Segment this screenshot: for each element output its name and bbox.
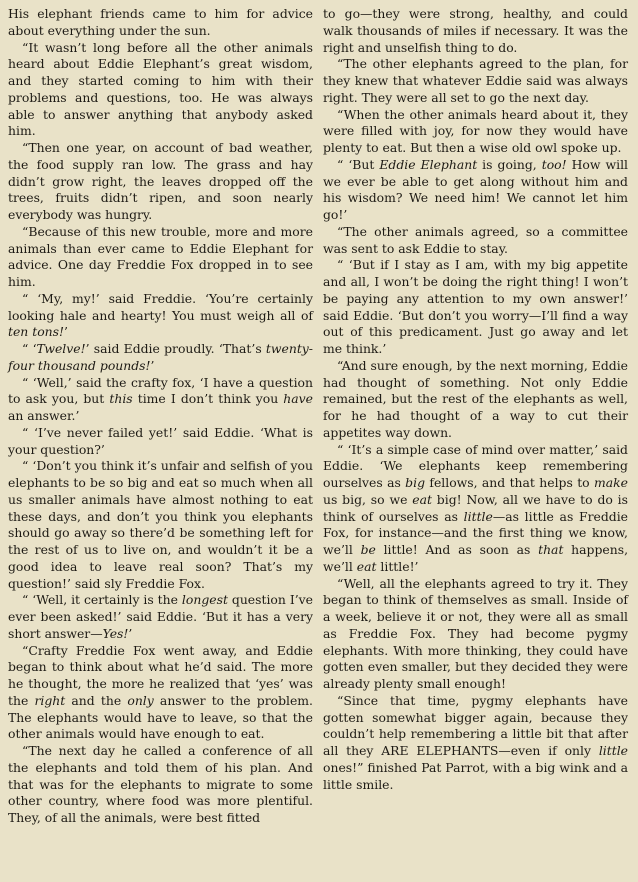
paragraph-text: time I don’t think you [132,391,284,407]
paragraph-text: “Crafty Freddie Fox went away, and Eddie began to think about what he’d said. The more he thought, the more he realized that ‘yes’ was the [8,642,313,708]
story-paragraph [8,291,313,341]
paragraph-text: big! Now, all we have to do is think of ourselves as [323,491,628,524]
paragraph-text: ’ [150,357,155,373]
paragraph-text: “ ‘I’ve never failed yet!’ said Eddie. ‘What is your question?’ [8,424,313,457]
story-paragraph [8,458,313,592]
italic-emphasis: eat [412,491,432,507]
italic-emphasis: be [360,542,376,557]
story-paragraph [8,140,313,224]
paragraph-text: —as little as Freddie Fox, for instance—and the first thing we know, we’ll [323,508,628,557]
story-paragraph [323,257,628,358]
paragraph-text: “ ‘ [22,341,37,356]
paragraph-text: “ ‘My, my!’ said Freddie. ‘You’re certainly looking hale and hearty! You must weigh all of [8,290,313,323]
paragraph-text: “When the other animals heard about it, they were filled with joy, for now they would have plenty to eat. But then a wise old owl spoke up. [323,106,628,155]
paragraph-text: is going, [477,156,542,172]
paragraph-text: happens, we’ll [323,542,629,574]
paragraph-text: answer to the problem. The elephants would have to leave, so that the other animals would have enough to eat. [8,692,313,742]
story-paragraph [323,442,628,576]
italic-emphasis: make [594,475,628,490]
paragraph-text: “Well, all the elephants agreed to try it. They began to think of themselves as small. Inside of a week, believe it or not, they were all as small as Freddie Fox. They had become pygmy elephants. With more thinking, they could have gotten even smaller, but they decided they were already plenty small enough! [323,575,628,691]
paragraph-text: “ ‘But [337,156,380,172]
story-paragraph [323,693,628,794]
story-paragraph [8,592,313,642]
italic-emphasis: little [463,508,493,524]
italic-emphasis: Twelve! [36,341,86,356]
italic-emphasis: Eddie Elephant [379,156,478,172]
paragraph-text: ’ [64,324,68,340]
story-paragraph [323,107,628,157]
story-paragraph [323,56,628,106]
story-paragraph [8,425,313,459]
paragraph-text: “ ‘Well,’ said the crafty fox, ‘I have a question to ask you, but [8,374,313,407]
italic-emphasis: only [127,692,154,708]
story-paragraph [8,341,313,375]
italic-emphasis: that [538,542,564,557]
paragraph-text: little! And as soon as [375,542,539,557]
left-column [8,6,313,882]
paragraph-text: “Since that time, pygmy elephants have gotten somewhat bigger again, because they couldn’t help remembering a little bit that after all they ARE ELEPHANTS—even if only [323,692,628,758]
story-paragraph [323,224,628,258]
paragraph-text: little!’ [376,558,419,574]
paragraph-text: “ ‘Don’t you think it’s unfair and selfish of you elephants to be so big and eat so much when all us smaller animals have almost nothing to eat these days, and don’t you think you elephants should go away so there’d be something left for the rest of us to live on, and wouldn’t it be a good idea to leave real soon? That’s my question!’ said sly Freddie Fox. [8,458,313,591]
story-paragraph [323,6,628,56]
paragraph-text: “ ‘It’s a simple case of mind over matter,’ said Eddie. ‘We elephants keep remembering ourselves as [323,441,628,490]
paragraph-text: “The other animals agreed, so a committee was sent to ask Eddie to stay. [323,223,628,256]
paragraph-text: to go—they were strong, healthy, and could walk thousands of miles if necessary. It was the right and unselfish thing to do. [323,6,628,55]
paragraph-text: “The next day he called a conference of all the elephants and told them of his plan. And that was for the elephants to migrate to some other country, where food was more plentiful. They, of all the animals, were best fitted [8,743,313,825]
italic-emphasis: longest [181,592,228,608]
italic-emphasis: Yes! [102,625,129,641]
italic-emphasis: little [598,743,628,758]
italic-emphasis: too! [541,156,567,172]
story-paragraph [8,643,313,744]
paragraph-text: “Then one year, on account of bad weather, the food supply ran low. The grass and hay didn’t grow right, the leaves dropped off the trees, fruits didn’t ripen, and soon nearly everybody was hungry. [8,140,313,222]
paragraph-text: “The other elephants agreed to the plan, for they knew that whatever Eddie said was always right. They were all set to go the next day. [323,56,628,105]
italic-emphasis: right [34,692,66,708]
italic-emphasis: big [405,475,425,490]
paragraph-text: question I’ve ever been asked!’ said Eddie. ‘But it has a very short answer— [8,592,313,641]
story-paragraph [8,375,313,425]
paragraph-text: ’ [128,625,133,641]
paragraph-text: How will we ever be able to get along without him and his wisdom? We need him! We cannot let him go!’ [323,156,629,222]
story-paragraph [323,358,628,442]
paragraph-text: “It wasn’t long before all the other animals heard about Eddie Elephant’s great wisdom, and they started coming to him with their problems and questions, too. He was always able to answer anything that anybody asked him. [8,39,313,139]
italic-emphasis: twenty-four thousand pounds! [8,341,313,373]
italic-emphasis: eat [356,558,377,574]
paragraph-text: ones!” finished Pat Parrot, with a big wink and a little smile. [323,759,628,792]
italic-emphasis: this [109,391,133,407]
paragraph-text: “ ‘Well, it certainly is the [22,592,182,608]
story-paragraph [323,157,628,224]
paragraph-text: and the [65,692,128,708]
paragraph-text: an answer.’ [8,408,80,423]
story-paragraph [8,224,313,291]
paragraph-text: “ ‘But if I stay as I am, with my big appetite and all, I won’t be doing the right thing! I won’t be paying any attention to my own answer!’ said Eddie. ‘But don’t you worry—I’ll find a way out of this predicament. Just go away and let me think.’ [323,257,628,356]
paragraph-text: us big, so we [323,491,413,507]
paragraph-text: ’ said Eddie proudly. ‘That’s [85,341,266,356]
story-paragraph [323,576,628,693]
italic-emphasis: ten tons! [8,324,64,340]
right-column [323,6,628,882]
story-paragraph [8,40,313,141]
paragraph-text: fellows, and that helps to [425,475,594,490]
story-paragraph [8,743,313,827]
story-paragraph [8,6,313,40]
italic-emphasis: have [283,391,313,407]
paragraph-text: “Because of this new trouble, more and more animals than ever came to Eddie Elephant for advice. One day Freddie Fox dropped in to see him. [8,223,313,289]
paragraph-text: “And sure enough, by the next morning, Eddie had thought of something. Not only Eddie remained, but the rest of the elephants as well, for he had thought of a way to cut their appetites way down. [323,357,628,440]
paragraph-text: His elephant friends came to him for advice about everything under the sun. [8,6,313,38]
